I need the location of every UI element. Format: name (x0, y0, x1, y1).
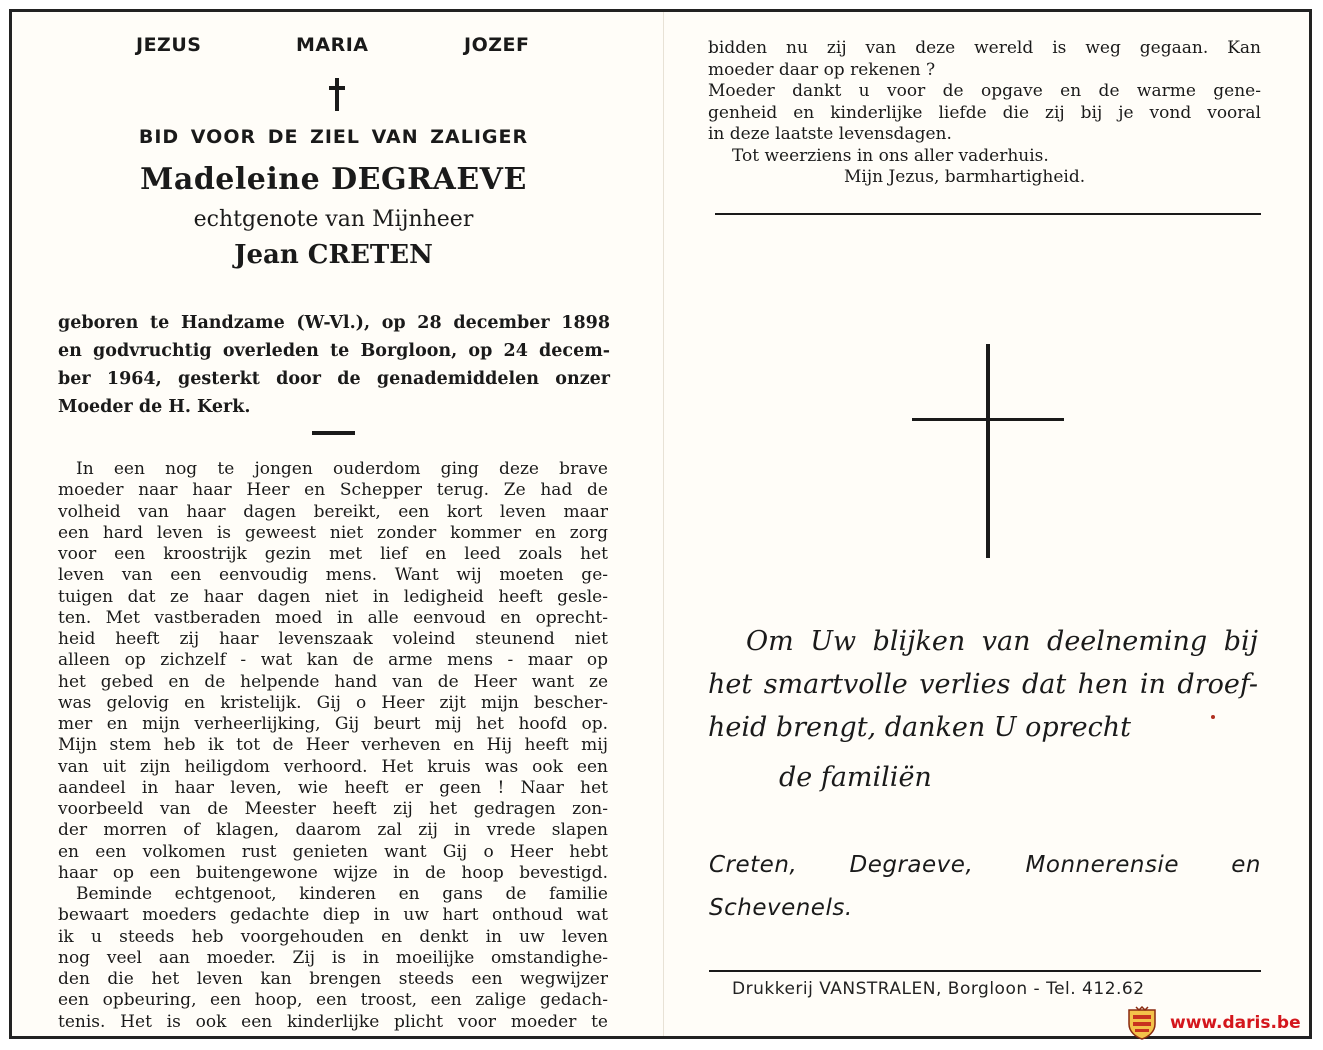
cross-icon (329, 78, 345, 111)
birth-death-line: ber 1964, gesterkt door de genademiddelen onzer (58, 369, 610, 389)
biography-line: volheid van haar dagen bereikt, een kort leven maar (58, 501, 608, 522)
biography-line: tuigen dat ze haar dagen niet in ledigheid heeft gesle- (58, 586, 608, 607)
biography-line: Mijn stem heb ik tot de Heer verheven en Hij heeft mij (58, 735, 608, 756)
holy-family-names (56, 34, 611, 62)
left-panel (56, 34, 611, 1032)
thanks-line: het smartvolle verlies dat hen in droef- (708, 669, 1258, 700)
birth-death-paragraph (58, 309, 610, 421)
families-line: Creten, Degraeve, Monnerensie en (709, 852, 1261, 878)
continuation-paragraph (708, 38, 1261, 189)
thanks-paragraph (708, 620, 1258, 749)
biography-line: tenis. Het is ook een kinderlijke plicht voor moeder te (58, 1011, 608, 1032)
biography-line: Beminde echtgenoot, kinderen en gans de familie (76, 884, 608, 904)
biography-line: haar op een buitengewone wijze in de hoop bevestigd. (58, 862, 608, 883)
fold-line (663, 12, 664, 1036)
continuation-line: bidden nu zij van deze wereld is weg gegaan. Kan (708, 38, 1261, 58)
biography-line: In een nog te jongen ouderdom ging deze brave (76, 459, 608, 479)
biography-line: was gelovig en kristelijk. Gij o Heer zijt mijn bescher- (58, 692, 608, 713)
biography-line: ik u steeds heb voorgehouden en denkt in uw leven (58, 926, 608, 947)
continuation-line: genheid en kinderlijke liefde die zij bij je vond vooral (708, 102, 1261, 123)
birth-death-line: geboren te Handzame (W-Vl.), op 28 december 1898 (58, 313, 610, 333)
separator-rule (312, 431, 355, 435)
ink-spot (1211, 715, 1215, 719)
name-jezus: JEZUS (136, 34, 202, 56)
biography-line: nog veel aan moeder. Zij is in moeilijke omstandighe- (58, 947, 608, 968)
families-line: Schevenels. (709, 895, 853, 921)
continuation-line: Mijn Jezus, barmhartigheid. (844, 167, 1086, 187)
name-maria: MARIA (296, 34, 369, 56)
biography-line: heid heeft zij haar levenszaak voleind steunend niet (58, 629, 608, 649)
thanks-line: heid brengt, danken U oprecht (708, 712, 1131, 743)
birth-death-line: en godvruchtig overleden te Borgloon, op 24 decem- (58, 341, 610, 361)
biography-line: den die het leven kan brengen steeds een wegwijzer (58, 969, 608, 989)
coat-of-arms-icon (1125, 1006, 1159, 1040)
families-label: de familiën (779, 762, 932, 793)
birth-death-line: Moeder de H. Kerk. (58, 397, 251, 417)
memorial-card (9, 9, 1312, 1039)
biography-line: leven van een eenvoudig mens. Want wij moeten ge- (58, 565, 608, 586)
biography-line: ten. Met vastberaden moed in alle eenvoud en oprecht- (58, 607, 608, 628)
biography-line: een opbeuring, een hoop, een troost, een zalige gedach- (58, 990, 608, 1011)
biography-line: moeder naar haar Heer en Schepper terug. Ze had de (58, 480, 608, 501)
biography-paragraph (58, 459, 608, 1033)
biography-line: aandeel in haar leven, wie heeft er geen ! Naar het (58, 777, 608, 798)
prayer-line: BID VOOR DE ZIEL VAN ZALIGER (138, 126, 529, 148)
watermark[interactable] (1125, 1006, 1315, 1042)
biography-line: der morren of klagen, daarom zal zij in vrede slapen (58, 820, 608, 841)
biography-line: het gebed en de helpende hand van de Heer want ze (58, 671, 608, 692)
continuation-line: Moeder dankt u voor de opgave en de warme gene- (708, 81, 1261, 101)
printer-credit: Drukkerij VANSTRALEN, Borgloon - Tel. 412.62 (732, 979, 1145, 999)
biography-line: en een volkomen rust genieten want Gij o Heer hebt (58, 841, 608, 862)
top-rule (715, 213, 1261, 215)
deceased-name: Madeleine DEGRAEVE (140, 162, 527, 197)
thanks-line: Om Uw blijken van deelneming bij (746, 626, 1258, 657)
biography-line: voor een kroostrijk gezin met lief en leed zoals het (58, 544, 608, 564)
biography-line: een hard leven is geweest niet zonder kommer en zorg (58, 522, 608, 543)
biography-line: voorbeeld van de Meester heeft zij het gedragen zon- (58, 799, 608, 819)
continuation-line: in deze laatste levensdagen. (708, 124, 952, 144)
watermark-text: www.daris.be (1170, 1013, 1301, 1033)
families-list (709, 844, 1261, 930)
large-cross-icon (912, 344, 1064, 558)
spouse-name: Jean CRETEN (234, 240, 433, 270)
relation-line: echtgenote van Mijnheer (193, 207, 474, 232)
biography-line: bewaart moeders gedachte diep in uw hart onthoud wat (58, 905, 608, 926)
name-jozef: JOZEF (464, 34, 530, 56)
continuation-line: Tot weerziens in ons aller vaderhuis. (732, 145, 1049, 166)
biography-line: van uit zijn heiligdom verhoord. Het kruis was ook een (58, 756, 608, 777)
biography-line: alleen op zichzelf - wat kan de arme mens - maar op (58, 650, 608, 671)
continuation-line: moeder daar op rekenen ? (708, 59, 936, 80)
biography-line: mer en mijn verheerlijking, Gij beurt mij het hoofd op. (58, 714, 608, 734)
bottom-rule (709, 970, 1261, 972)
